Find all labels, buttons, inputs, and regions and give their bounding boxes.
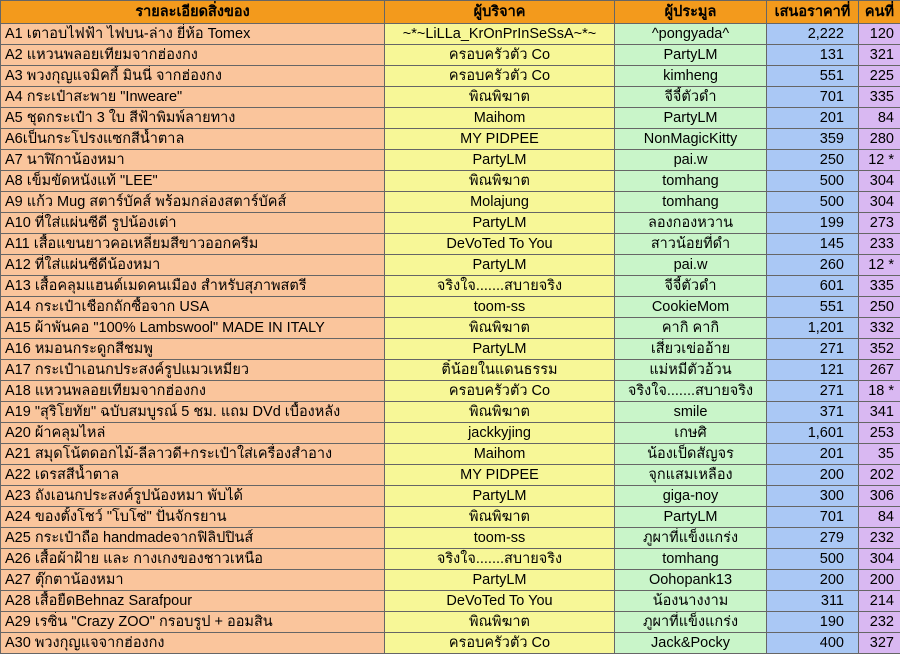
item-cell: A23 ถังเอนกประสงค์รูปน้องหมา พับได้ — [1, 486, 385, 507]
header-bidder: ผู้ประมูล — [615, 1, 767, 24]
donor-cell: PartyLM — [385, 150, 615, 171]
bidder-cell: จุกแสมเหลือง — [615, 465, 767, 486]
table-row — [1, 87, 900, 108]
bidder-cell: PartyLM — [615, 507, 767, 528]
table-row — [1, 213, 900, 234]
bid-cell: 500 — [767, 192, 859, 213]
item-cell: A10 ที่ใส่แผ่นซีดี รูปน้องเต่า — [1, 213, 385, 234]
bid-cell: 279 — [767, 528, 859, 549]
item-cell: A29 เรซิ่น "Crazy ZOO" กรอบรูป + ออมสิน — [1, 612, 385, 633]
donor-cell: DeVoTed To You — [385, 234, 615, 255]
table-row — [1, 150, 900, 171]
donor-cell: PartyLM — [385, 213, 615, 234]
donor-cell: MY PIDPEE — [385, 129, 615, 150]
table-row — [1, 129, 900, 150]
table-row — [1, 66, 900, 87]
bid-cell: 131 — [767, 45, 859, 66]
donor-cell: พิณพิฆาต — [385, 402, 615, 423]
table-row — [1, 192, 900, 213]
person-no-cell: 35 — [859, 444, 900, 465]
donor-cell: ครอบครัวตัว Co — [385, 66, 615, 87]
header-item: รายละเอียดสิ่งของ — [1, 1, 385, 24]
person-no-cell: 202 — [859, 465, 900, 486]
person-no-cell: 304 — [859, 192, 900, 213]
donor-cell: Maihom — [385, 108, 615, 129]
item-cell: A24 ของตั้งโชว์ "โบโซ่" ปั่นจักรยาน — [1, 507, 385, 528]
person-no-cell: 332 — [859, 318, 900, 339]
person-no-cell: 267 — [859, 360, 900, 381]
bid-cell: 200 — [767, 570, 859, 591]
bidder-cell: จริงใจ.......สบายจริง — [615, 381, 767, 402]
item-cell: A13 เสื้อคลุมแฮนด์เมดคนเมือง สำหรับสุภาพสตรี — [1, 276, 385, 297]
person-no-cell: 327 — [859, 633, 900, 654]
donor-cell: PartyLM — [385, 255, 615, 276]
person-no-cell: 225 — [859, 66, 900, 87]
table-row — [1, 276, 900, 297]
bid-cell: 250 — [767, 150, 859, 171]
bid-cell: 311 — [767, 591, 859, 612]
bid-cell: 145 — [767, 234, 859, 255]
bid-cell: 199 — [767, 213, 859, 234]
bidder-cell: PartyLM — [615, 45, 767, 66]
bidder-cell: pai.w — [615, 255, 767, 276]
bid-cell: 500 — [767, 171, 859, 192]
donor-cell: ติ๋น้อยในแดนธรรม — [385, 360, 615, 381]
donor-cell: พิณพิฆาต — [385, 612, 615, 633]
item-cell: A14 กระเป๋าเชือกถักซื้อจาก USA — [1, 297, 385, 318]
bid-cell: 271 — [767, 381, 859, 402]
bid-cell: 1,601 — [767, 423, 859, 444]
person-no-cell: 280 — [859, 129, 900, 150]
person-no-cell: 12 * — [859, 255, 900, 276]
bidder-cell: จีจี้ตัวดำ — [615, 87, 767, 108]
donor-cell: PartyLM — [385, 339, 615, 360]
bidder-cell: ลองกองหวาน — [615, 213, 767, 234]
donor-cell: Molajung — [385, 192, 615, 213]
donor-cell: พิณพิฆาต — [385, 507, 615, 528]
item-cell: A21 สมุดโน้ตดอกไม้-ลีลาวดี+กระเป๋าใส่เครื่องสำอาง — [1, 444, 385, 465]
table-row — [1, 318, 900, 339]
bid-cell: 2,222 — [767, 24, 859, 45]
bidder-cell: tomhang — [615, 192, 767, 213]
bid-cell: 271 — [767, 339, 859, 360]
bid-cell: 300 — [767, 486, 859, 507]
item-cell: A4 กระเป๋าสะพาย "Inweare" — [1, 87, 385, 108]
bidder-cell: ภูผาที่แข็งแกร่ง — [615, 528, 767, 549]
donor-cell: PartyLM — [385, 486, 615, 507]
header-row — [1, 1, 900, 24]
bidder-cell: NonMagicKitty — [615, 129, 767, 150]
bid-cell: 701 — [767, 507, 859, 528]
person-no-cell: 200 — [859, 570, 900, 591]
bid-cell: 121 — [767, 360, 859, 381]
donor-cell: DeVoTed To You — [385, 591, 615, 612]
table-row — [1, 612, 900, 633]
donor-cell: toom-ss — [385, 297, 615, 318]
person-no-cell: 233 — [859, 234, 900, 255]
item-cell: A16 หมอนกระดูกสีชมพู — [1, 339, 385, 360]
person-no-cell: 304 — [859, 549, 900, 570]
bidder-cell: ภูผาที่แข็งแกร่ง — [615, 612, 767, 633]
bidder-cell: สาวน้อยที่ดำ — [615, 234, 767, 255]
item-cell: A26 เสื้อผ้าฝ้าย และ กางเกงของชาวเหนือ — [1, 549, 385, 570]
item-cell: A7 นาฬิกาน้องหมา — [1, 150, 385, 171]
donor-cell: toom-ss — [385, 528, 615, 549]
donor-cell: MY PIDPEE — [385, 465, 615, 486]
bid-cell: 190 — [767, 612, 859, 633]
item-cell: A15 ผ้าพันคอ "100% Lambswool" MADE IN ITALY — [1, 318, 385, 339]
bidder-cell: Jack&Pocky — [615, 633, 767, 654]
person-no-cell: 232 — [859, 528, 900, 549]
item-cell: A3 พวงกุญแจมิคกี้ มินนี่ จากฮ่องกง — [1, 66, 385, 87]
donor-cell: jackkyjing — [385, 423, 615, 444]
table-row — [1, 444, 900, 465]
bidder-cell: CookieMom — [615, 297, 767, 318]
bid-cell: 260 — [767, 255, 859, 276]
donor-cell: จริงใจ.......สบายจริง — [385, 276, 615, 297]
item-cell: A19 "สุริโยทัย" ฉบับสมบูรณ์ 5 ชม. แถม DVd เบื้องหลัง — [1, 402, 385, 423]
donor-cell: จริงใจ.......สบายจริง — [385, 549, 615, 570]
person-no-cell: 306 — [859, 486, 900, 507]
table-row — [1, 465, 900, 486]
item-cell: A2 แหวนพลอยเทียมจากฮ่องกง — [1, 45, 385, 66]
person-no-cell: 352 — [859, 339, 900, 360]
bidder-cell: tomhang — [615, 549, 767, 570]
bidder-cell: smile — [615, 402, 767, 423]
donor-cell: พิณพิฆาต — [385, 87, 615, 108]
header-donor: ผู้บริจาค — [385, 1, 615, 24]
person-no-cell: 18 * — [859, 381, 900, 402]
table-row — [1, 633, 900, 654]
item-cell: A5 ชุดกระเป๋า 3 ใบ สีฟ้าพิมพ์ลายทาง — [1, 108, 385, 129]
bidder-cell: เกษศิ — [615, 423, 767, 444]
item-cell: A6เป็นกระโปรงแซกสีน้ำตาล — [1, 129, 385, 150]
bidder-cell: แม่หมีตัวอ้วน — [615, 360, 767, 381]
person-no-cell: 214 — [859, 591, 900, 612]
bidder-cell: ^pongyada^ — [615, 24, 767, 45]
donor-cell: ~*~LiLLa_KrOnPrInSeSsA~*~ — [385, 24, 615, 45]
person-no-cell: 120 — [859, 24, 900, 45]
table-body — [1, 24, 900, 654]
bid-cell: 1,201 — [767, 318, 859, 339]
item-cell: A17 กระเป๋าเอนกประสงค์รูปแมวเหมียว — [1, 360, 385, 381]
item-cell: A18 แหวนพลอยเทียมจากฮ่องกง — [1, 381, 385, 402]
bidder-cell: จีจี้ตัวดำ — [615, 276, 767, 297]
bidder-cell: kimheng — [615, 66, 767, 87]
person-no-cell: 12 * — [859, 150, 900, 171]
bid-cell: 500 — [767, 549, 859, 570]
item-cell: A20 ผ้าคลุมไหล่ — [1, 423, 385, 444]
bidder-cell: Oohopank13 — [615, 570, 767, 591]
table-row — [1, 591, 900, 612]
table-row — [1, 234, 900, 255]
bid-cell: 201 — [767, 108, 859, 129]
header-person-no: คนที่ — [859, 1, 900, 24]
donor-cell: PartyLM — [385, 570, 615, 591]
table-row — [1, 570, 900, 591]
table-row — [1, 360, 900, 381]
person-no-cell: 335 — [859, 276, 900, 297]
person-no-cell: 232 — [859, 612, 900, 633]
bid-cell: 359 — [767, 129, 859, 150]
bidder-cell: pai.w — [615, 150, 767, 171]
bid-cell: 551 — [767, 66, 859, 87]
bidder-cell: tomhang — [615, 171, 767, 192]
person-no-cell: 84 — [859, 108, 900, 129]
item-cell: A11 เสื้อแขนยาวคอเหลี่ยมสีขาวออกครีม — [1, 234, 385, 255]
donor-cell: ครอบครัวตัว Co — [385, 633, 615, 654]
table-row — [1, 549, 900, 570]
person-no-cell: 84 — [859, 507, 900, 528]
bid-cell: 371 — [767, 402, 859, 423]
item-cell: A30 พวงกุญแจจากฮ่องกง — [1, 633, 385, 654]
bid-cell: 400 — [767, 633, 859, 654]
item-cell: A12 ที่ใส่แผ่นซีดีน้องหมา — [1, 255, 385, 276]
bidder-cell: PartyLM — [615, 108, 767, 129]
item-cell: A27 ตุ๊กตาน้องหมา — [1, 570, 385, 591]
donor-cell: พิณพิฆาต — [385, 171, 615, 192]
table-row — [1, 255, 900, 276]
bid-cell: 601 — [767, 276, 859, 297]
table-row — [1, 45, 900, 66]
person-no-cell: 250 — [859, 297, 900, 318]
donor-cell: พิณพิฆาต — [385, 318, 615, 339]
bid-cell: 201 — [767, 444, 859, 465]
bidder-cell: น้องเป็ดสัญจร — [615, 444, 767, 465]
header-bid: เสนอราคาที่ — [767, 1, 859, 24]
person-no-cell: 335 — [859, 87, 900, 108]
table-row — [1, 402, 900, 423]
item-cell: A8 เข็มขัดหนังแท้ "LEE" — [1, 171, 385, 192]
bidder-cell: เสี่ยวเข่ออ้าย — [615, 339, 767, 360]
person-no-cell: 253 — [859, 423, 900, 444]
table-row — [1, 339, 900, 360]
person-no-cell: 273 — [859, 213, 900, 234]
person-no-cell: 321 — [859, 45, 900, 66]
bid-cell: 551 — [767, 297, 859, 318]
table-row — [1, 381, 900, 402]
person-no-cell: 341 — [859, 402, 900, 423]
table-row — [1, 486, 900, 507]
table-row — [1, 507, 900, 528]
item-cell: A1 เตาอบไฟฟ้า ไฟบน-ล่าง ยี่ห้อ Tomex — [1, 24, 385, 45]
table-row — [1, 24, 900, 45]
donor-cell: ครอบครัวตัว Co — [385, 381, 615, 402]
table-row — [1, 423, 900, 444]
table-row — [1, 297, 900, 318]
item-cell: A25 กระเป๋าถือ handmadeจากฟิลิปปินส์ — [1, 528, 385, 549]
item-cell: A28 เสื้อยืดBehnaz Sarafpour — [1, 591, 385, 612]
bidder-cell: คากิ คากิ — [615, 318, 767, 339]
table-row — [1, 171, 900, 192]
item-cell: A22 เดรสสีน้ำตาล — [1, 465, 385, 486]
table-row — [1, 108, 900, 129]
donor-cell: Maihom — [385, 444, 615, 465]
item-cell: A9 แก้ว Mug สตาร์บัคส์ พร้อมกล่องสตาร์บัคส์ — [1, 192, 385, 213]
donor-cell: ครอบครัวตัว Co — [385, 45, 615, 66]
person-no-cell: 304 — [859, 171, 900, 192]
bidder-cell: giga-noy — [615, 486, 767, 507]
bid-cell: 200 — [767, 465, 859, 486]
bid-cell: 701 — [767, 87, 859, 108]
table-row — [1, 528, 900, 549]
bidder-cell: น้องนางงาม — [615, 591, 767, 612]
